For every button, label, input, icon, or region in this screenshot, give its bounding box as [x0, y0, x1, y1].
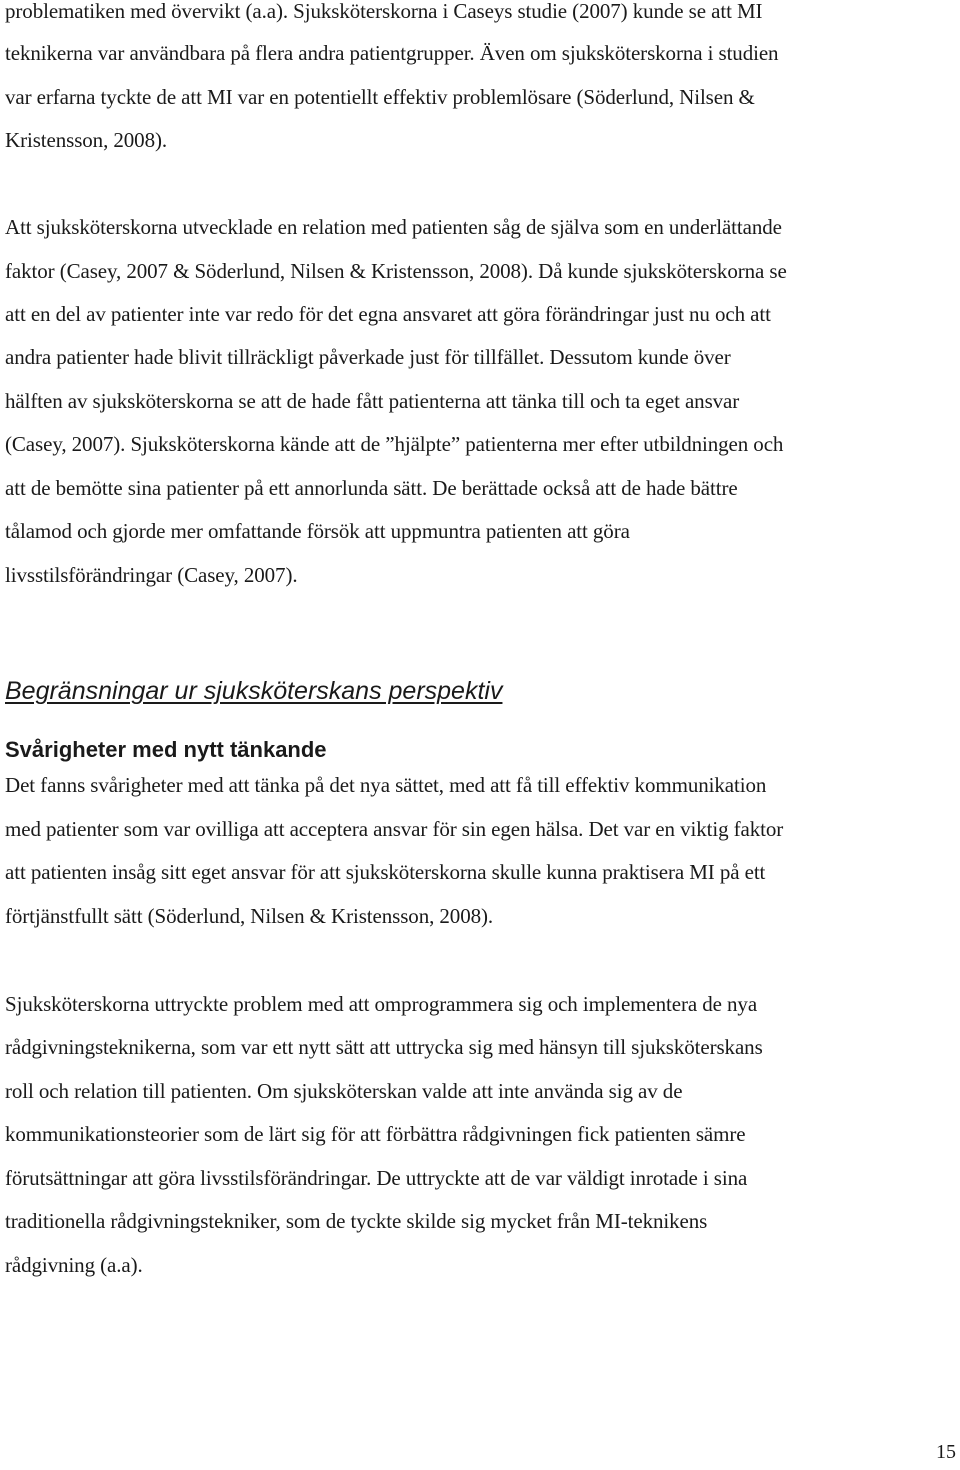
paragraph-line: att en del av patienter inte var redo för det egna ansvaret att göra förändringar just nu och att: [5, 302, 771, 326]
paragraph-line: Det fanns svårigheter med att tänka på det nya sättet, med att få till effektiv kommunikation: [5, 773, 767, 797]
paragraph-line: Att sjuksköterskorna utvecklade en relation med patienten såg de själva som en underlättande: [5, 215, 782, 239]
paragraph-line: faktor (Casey, 2007 & Söderlund, Nilsen & Kristensson, 2008). Då kunde sjuksköterskorna se: [5, 259, 787, 283]
paragraph-line: tålamod och gjorde mer omfattande försök att uppmuntra patienten att göra: [5, 519, 630, 543]
paragraph-line: förtjänstfullt sätt (Söderlund, Nilsen & Kristensson, 2008).: [5, 904, 494, 928]
paragraph-line: att patienten insåg sitt eget ansvar för att sjuksköterskorna skulle kunna praktisera MI på ett: [5, 860, 766, 884]
paragraph-line: livsstilsförändringar (Casey, 2007).: [5, 563, 298, 587]
paragraph-line: rådgivningsteknikerna, som var ett nytt sätt att uttrycka sig med hänsyn till sjuksköterskans: [5, 1035, 763, 1059]
paragraph-line: att de bemötte sina patienter på ett annorlunda sätt. De berättade också att de hade bättre: [5, 476, 738, 500]
page-number: 15: [936, 1441, 956, 1463]
paragraph-line: traditionella rådgivningstekniker, som de tyckte skilde sig mycket från MI-teknikens: [5, 1209, 708, 1233]
paragraph-line: Kristensson, 2008).: [5, 128, 168, 152]
section-heading: Begränsningar ur sjuksköterskans perspektiv: [5, 677, 503, 705]
paragraph-line: hälften av sjuksköterskorna se att de hade fått patienterna att tänka till och ta eget ansvar: [5, 389, 740, 413]
paragraph-line: förutsättningar att göra livsstilsförändringar. De uttryckte att de var väldigt inrotade i sina: [5, 1166, 748, 1190]
paragraph-line: var erfarna tyckte de att MI var en potentiellt effektiv problemlösare (Söderlund, Nilsen &: [5, 85, 755, 109]
paragraph-line: teknikerna var användbara på flera andra patientgrupper. Även om sjuksköterskorna i studien: [5, 41, 779, 65]
subsection-heading: Svårigheter med nytt tänkande: [5, 737, 327, 762]
paragraph-line: (Casey, 2007). Sjuksköterskorna kände att de ”hjälpte” patienterna mer efter utbildningen och: [5, 432, 784, 456]
paragraph-line: andra patienter hade blivit tillräckligt påverkade just för tillfället. Dessutom kunde över: [5, 345, 731, 369]
paragraph-line: problematiken med övervikt (a.a). Sjuksköterskorna i Caseys studie (2007) kunde se att MI: [5, 0, 763, 23]
paragraph-line: roll och relation till patienten. Om sjuksköterskan valde att inte använda sig av de: [5, 1079, 683, 1103]
paragraph-line: kommunikationsteorier som de lärt sig för att förbättra rådgivningen fick patienten sämre: [5, 1122, 746, 1146]
paragraph-line: rådgivning (a.a).: [5, 1253, 143, 1277]
paragraph-line: Sjuksköterskorna uttryckte problem med att omprogrammera sig och implementera de nya: [5, 992, 758, 1016]
paragraph-line: med patienter som var ovilliga att acceptera ansvar för sin egen hälsa. Det var en viktig faktor: [5, 817, 784, 841]
